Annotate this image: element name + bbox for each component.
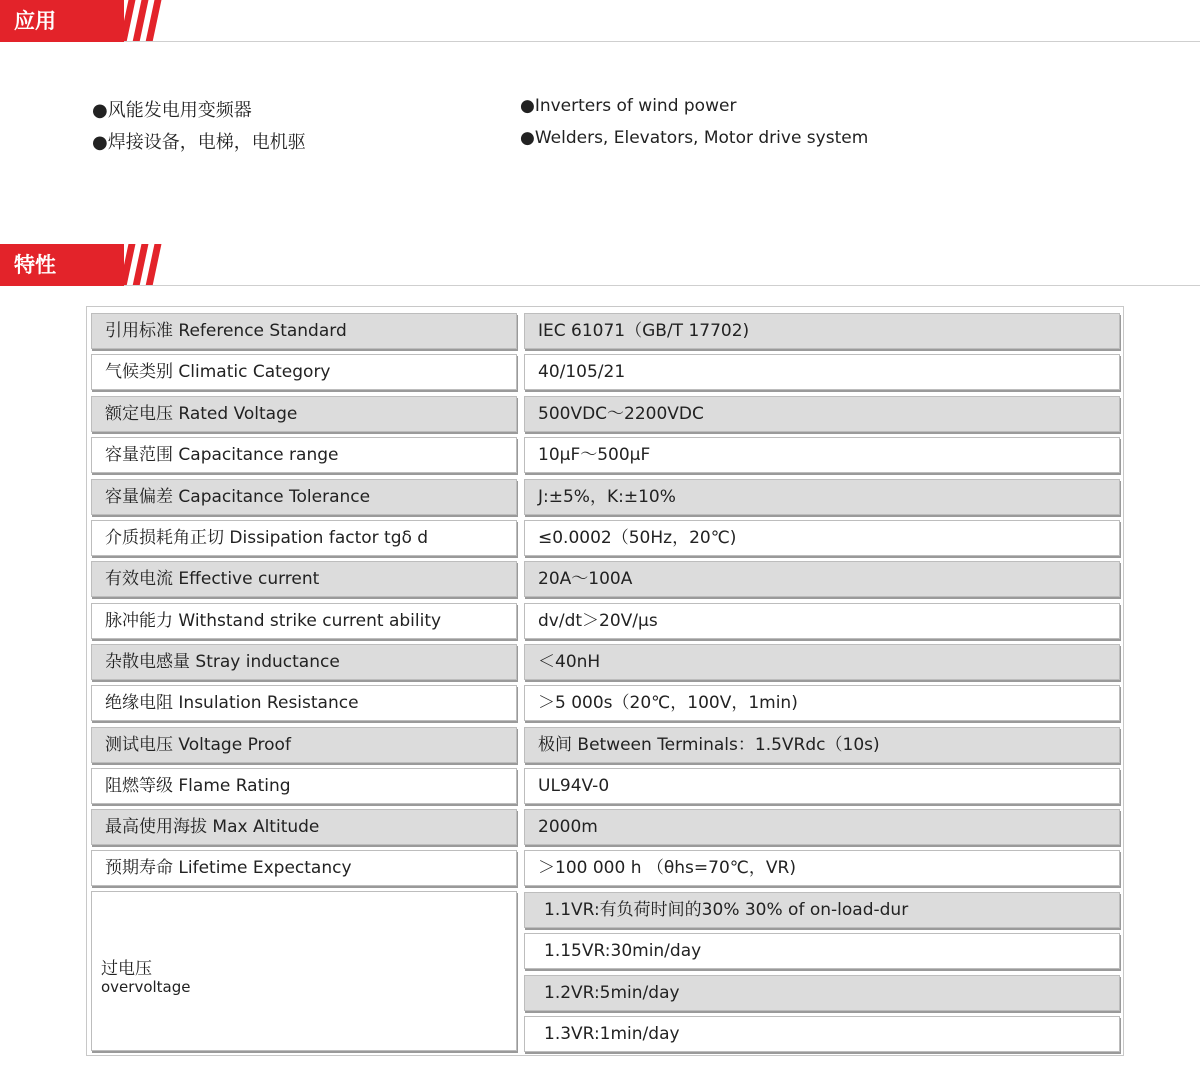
table-row bbox=[91, 809, 1120, 845]
spec-label: 测试电压 Voltage Proof bbox=[91, 727, 517, 763]
overvoltage-label-en: overvoltage bbox=[101, 978, 191, 996]
table-row bbox=[91, 354, 1120, 390]
spec-value: dv/dt＞20V/μs bbox=[524, 603, 1120, 639]
header-rule bbox=[124, 285, 1200, 286]
spec-value: 10μF～500μF bbox=[524, 437, 1120, 473]
overvoltage-row: 1.2VR:5min/day bbox=[524, 975, 1120, 1011]
overvoltage-row: 1.15VR:30min/day bbox=[524, 933, 1120, 969]
spec-value: ≤0.0002（50Hz，20℃) bbox=[524, 520, 1120, 556]
spec-label: 有效电流 Effective current bbox=[91, 561, 517, 597]
spec-value: 2000m bbox=[524, 809, 1120, 845]
spec-label: 容量偏差 Capacitance Tolerance bbox=[91, 479, 517, 515]
applications-list bbox=[0, 84, 1200, 196]
header-stripe bbox=[146, 0, 162, 42]
spec-label: 脉冲能力 Withstand strike current ability bbox=[91, 603, 517, 639]
table-row bbox=[91, 313, 1120, 349]
spec-value: IEC 61071（GB/T 17702) bbox=[524, 313, 1120, 349]
spec-value: ＜40nH bbox=[524, 644, 1120, 680]
application-title: 应用 bbox=[0, 0, 124, 42]
spec-value: J:±5%，K:±10% bbox=[524, 479, 1120, 515]
spec-value: 40/105/21 bbox=[524, 354, 1120, 390]
table-row bbox=[91, 520, 1120, 556]
table-row bbox=[91, 396, 1120, 432]
spec-value: 20A～100A bbox=[524, 561, 1120, 597]
spec-label: 介质损耗角正切 Dissipation factor tgδ d bbox=[91, 520, 517, 556]
header-stripe bbox=[146, 244, 162, 286]
overvoltage-row: 1.1VR:有负荷时间的30% 30% of on-load-dur bbox=[524, 892, 1120, 928]
spec-value: 极间 Between Terminals：1.5VRdc（10s) bbox=[524, 727, 1120, 763]
table-row bbox=[91, 603, 1120, 639]
application-item-zh: ●焊接设备，电梯，电机驱 bbox=[92, 132, 306, 153]
overvoltage-row: 1.3VR:1min/day bbox=[524, 1016, 1120, 1052]
table-row bbox=[91, 644, 1120, 680]
table-row bbox=[91, 768, 1120, 804]
spec-value: 500VDC～2200VDC bbox=[524, 396, 1120, 432]
spec-label: 气候类别 Climatic Category bbox=[91, 354, 517, 390]
spec-value: UL94V-0 bbox=[524, 768, 1120, 804]
table-row bbox=[91, 437, 1120, 473]
overvoltage-label-zh: 过电压 bbox=[101, 959, 152, 979]
spec-value: ＞100 000 h （θhs=70℃，VR) bbox=[524, 850, 1120, 886]
header-rule bbox=[124, 41, 1200, 42]
spec-value: ＞5 000s（20℃，100V，1min) bbox=[524, 685, 1120, 721]
spec-label: 杂散电感量 Stray inductance bbox=[91, 644, 517, 680]
spec-label: 预期寿命 Lifetime Expectancy bbox=[91, 850, 517, 886]
overvoltage-label-cell bbox=[91, 891, 517, 1051]
spec-table bbox=[86, 306, 1124, 1056]
table-row bbox=[91, 479, 1120, 515]
application-item-en: ●Welders, Elevators, Motor drive system bbox=[520, 128, 869, 148]
application-section-header bbox=[0, 0, 1200, 44]
table-row bbox=[91, 685, 1120, 721]
application-item-zh: ●风能发电用变频器 bbox=[92, 100, 252, 121]
features-section-header bbox=[0, 244, 1200, 288]
spec-label: 阻燃等级 Flame Rating bbox=[91, 768, 517, 804]
spec-label: 额定电压 Rated Voltage bbox=[91, 396, 517, 432]
table-row bbox=[91, 561, 1120, 597]
spec-label: 容量范围 Capacitance range bbox=[91, 437, 517, 473]
features-title: 特性 bbox=[0, 244, 124, 286]
table-row bbox=[91, 727, 1120, 763]
application-item-en: ●Inverters of wind power bbox=[520, 96, 737, 116]
spec-label: 引用标准 Reference Standard bbox=[91, 313, 517, 349]
spec-label: 绝缘电阻 Insulation Resistance bbox=[91, 685, 517, 721]
table-row bbox=[91, 850, 1120, 886]
spec-label: 最高使用海拔 Max Altitude bbox=[91, 809, 517, 845]
